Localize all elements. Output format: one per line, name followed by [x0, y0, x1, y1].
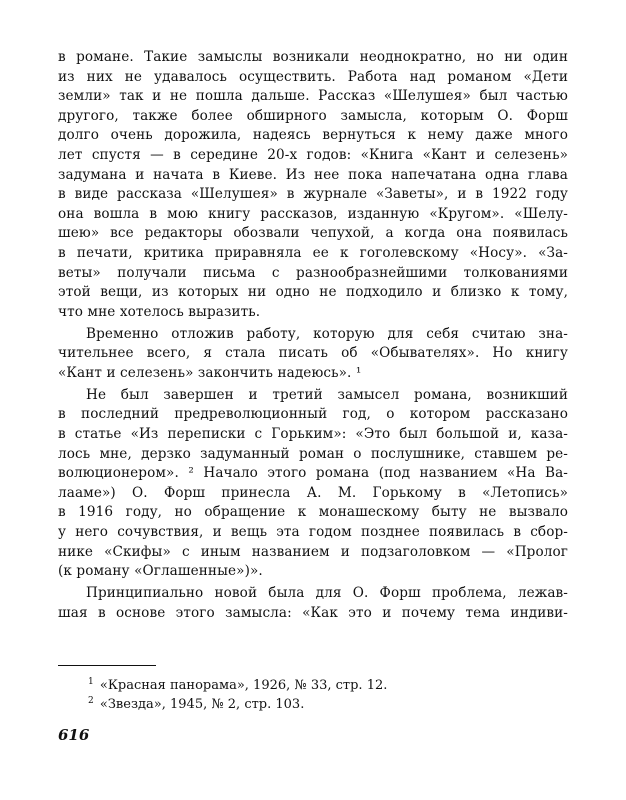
text-line: в печати, критика приравняла ее к гоголевскому «Носу». «За-	[58, 244, 568, 261]
text-line: в статье «Из переписки с Горьким»: «Это был большой и, каза-	[58, 426, 568, 443]
text-line: в последний предреволюционный год, о котором рассказано	[58, 406, 568, 423]
text-line: веты» получали письма с разнообразнейшими толкованиями	[58, 264, 568, 281]
text-line: что мне хотелось выразить.	[58, 303, 261, 320]
footnote-1	[58, 676, 568, 695]
text-line: Временно отложив работу, которую для себя считаю зна-	[86, 325, 568, 342]
text-line: нике «Скифы» с иным названием и подзаголовком — «Пролог	[58, 543, 568, 560]
page-number: 616	[58, 726, 90, 744]
text-line: из них не удавалось осуществить. Работа над романом «Дети	[58, 68, 568, 85]
footnote-marker: 1	[88, 676, 94, 687]
footnotes	[58, 676, 568, 714]
text-line: Не был завершен и третий замысел романа, возникший	[86, 386, 568, 403]
text-line: волюционером». ² Начало этого романа (под названием «На Ва-	[58, 465, 568, 482]
text-line: у него сочувствия, и вещь эта годом позднее появилась в сбор-	[58, 524, 568, 541]
text-line: в виде рассказа «Шелушея» в журнале «Заветы», и в 1922 году	[58, 186, 568, 203]
footnote-marker: 2	[88, 695, 94, 706]
paragraph-2	[58, 325, 568, 384]
text-line: задумана и начата в Киеве. Из нее пока напечатана одна глава	[58, 166, 568, 183]
text-line: другого, также более обширного замысла, которым О. Форш	[58, 107, 568, 124]
text-line: шею» все редакторы обозвали чепухой, а когда она появилась	[58, 225, 568, 242]
text-line: лось мне, дерзко задуманный роман о послушнике, ставшем ре-	[58, 445, 568, 462]
footnote-text: «Красная панорама», 1926, № 33, стр. 12.	[99, 678, 388, 693]
text-line: «Кант и селезень» закончить надеюсь». ¹	[58, 364, 362, 381]
text-line: Принципиально новой была для О. Форш проблема, лежав-	[86, 585, 568, 602]
paragraph-1	[58, 48, 568, 322]
text-line: этой вещи, из которых ни одно не подходило и близко к тому,	[58, 284, 568, 301]
page-body	[58, 48, 568, 626]
footnote-text: «Звезда», 1945, № 2, стр. 103.	[99, 697, 305, 712]
text-line: в 1916 году, но обращение к монашескому быту не вызвало	[58, 504, 568, 521]
text-line: лет спустя — в середине 20-х годов: «Книга «Кант и селезень»	[58, 146, 568, 163]
footnote-divider	[58, 665, 156, 666]
paragraph-4	[58, 584, 568, 623]
text-line: шая в основе этого замысла: «Как это и почему тема индиви-	[58, 604, 568, 621]
text-line: чительнее всего, я стала писать об «Обывателях». Но книгу	[58, 345, 568, 362]
main-text	[58, 48, 568, 623]
text-line: долго очень дорожила, надеясь вернуться к нему даже много	[58, 127, 568, 144]
footnote-2	[58, 695, 568, 714]
text-line: в романе. Такие замыслы возникали неоднократно, но ни один	[58, 49, 568, 65]
text-line: (к роману «Оглашенные»)».	[58, 563, 263, 580]
text-line: лааме») О. Форш принесла А. М. Горькому в «Летопись»	[58, 484, 568, 501]
text-line: она вошла в мою книгу рассказов, изданную «Кругом». «Шелу-	[58, 205, 568, 222]
paragraph-3	[58, 386, 568, 582]
text-line: земли» так и не пошла дальше. Рассказ «Шелушея» был частью	[58, 88, 568, 105]
